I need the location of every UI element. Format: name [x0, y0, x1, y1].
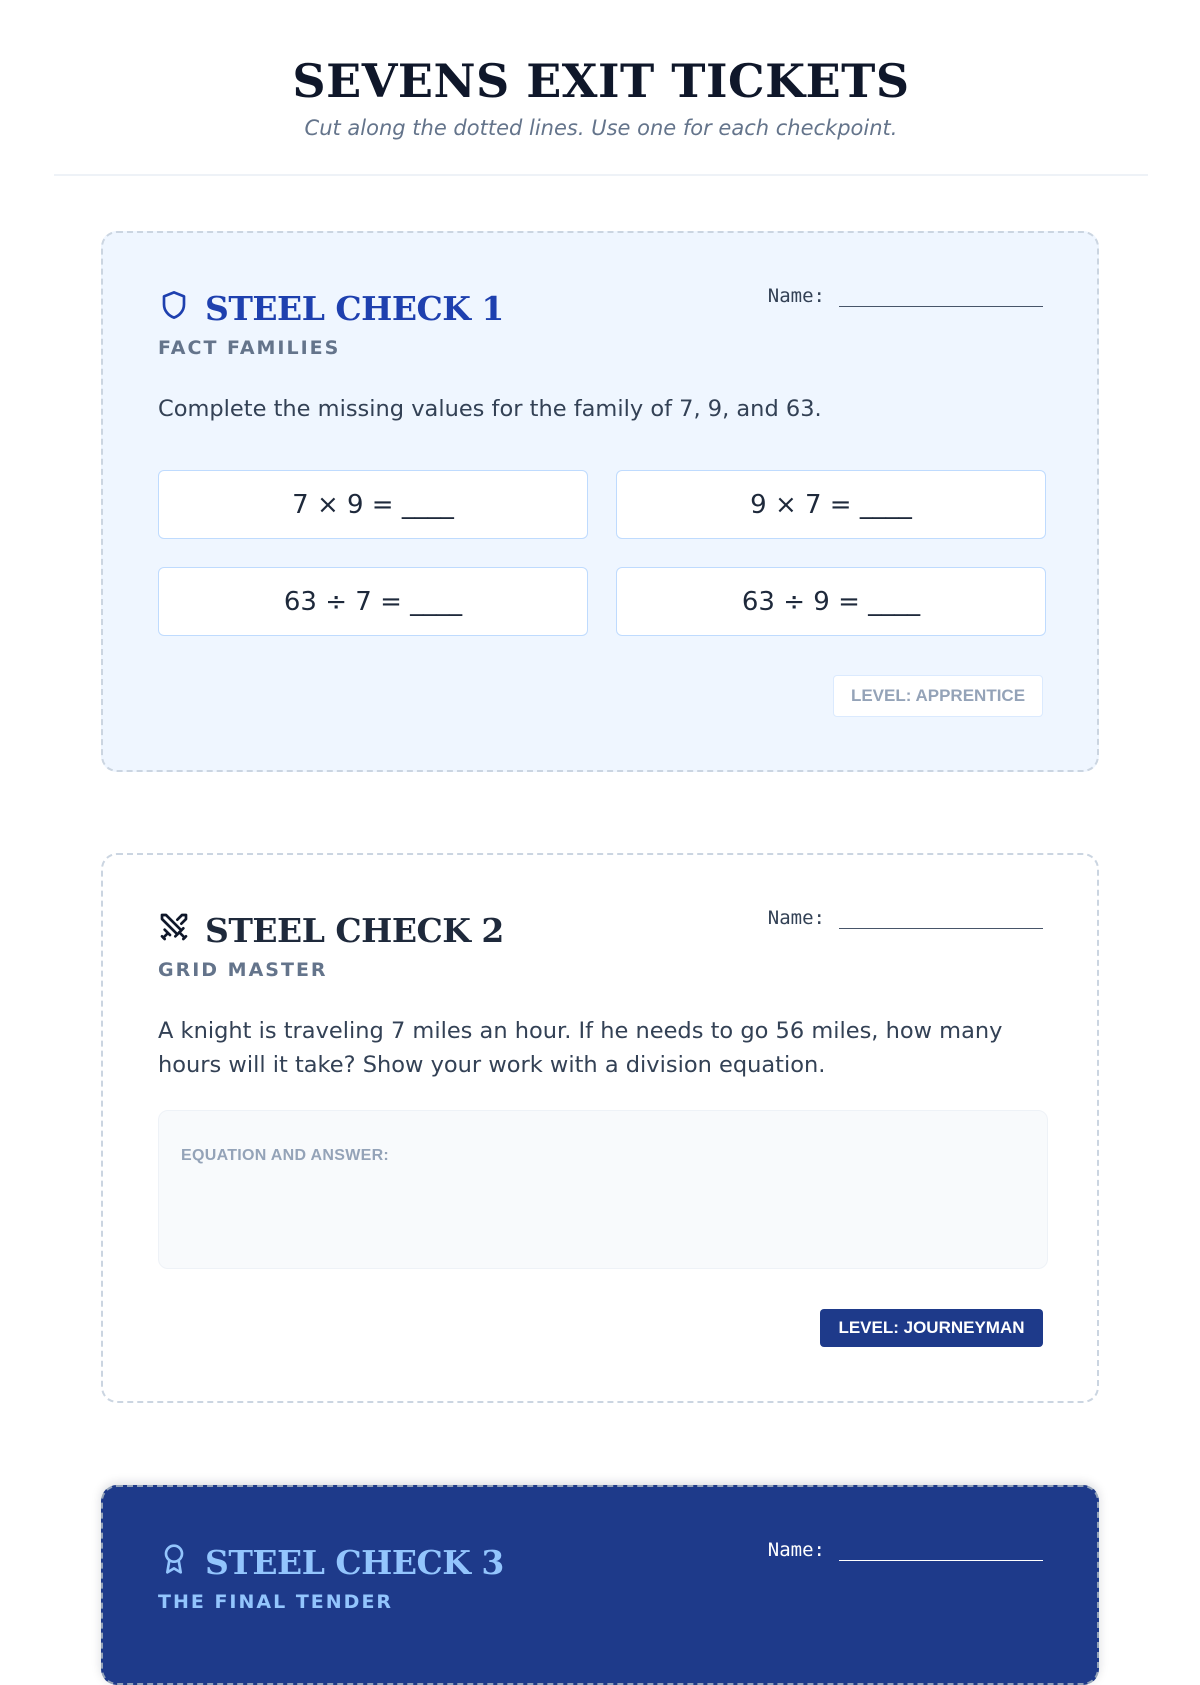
level-badge: LEVEL: JOURNEYMAN — [820, 1309, 1043, 1347]
name-label: Name: — [767, 1539, 825, 1561]
ticket-title: STEEL CHECK 2 — [205, 911, 504, 950]
ticket-title: STEEL CHECK 3 — [205, 1543, 504, 1582]
page-title: SEVENS EXIT TICKETS — [292, 54, 910, 108]
name-label: Name: — [767, 285, 825, 307]
ticket-steel-check-2 — [101, 853, 1099, 1403]
ticket-subtitle: GRID MASTER — [158, 959, 328, 981]
ticket-subtitle: THE FINAL TENDER — [158, 1591, 394, 1613]
name-line[interactable] — [839, 289, 1043, 307]
answer-box[interactable] — [158, 1110, 1048, 1269]
name-line[interactable] — [839, 911, 1043, 929]
page-header — [54, 0, 1148, 176]
name-field[interactable] — [768, 907, 1043, 929]
award-ribbon-icon — [158, 1543, 190, 1575]
ticket-prompt: Complete the missing values for the family of 7, 9, and 63. — [158, 396, 822, 422]
shield-icon — [158, 289, 190, 321]
page-subtitle: Cut along the dotted lines. Use one for each checkpoint. — [304, 116, 898, 140]
ticket-title: STEEL CHECK 1 — [205, 289, 504, 328]
answer-label: EQUATION AND ANSWER: — [181, 1147, 390, 1164]
equation-box[interactable]: 7 × 9 = ____ — [158, 470, 588, 539]
ticket-steel-check-3 — [101, 1485, 1099, 1685]
level-badge: LEVEL: APPRENTICE — [833, 675, 1043, 717]
name-label: Name: — [767, 907, 825, 929]
ticket-steel-check-1 — [101, 231, 1099, 772]
name-field[interactable] — [768, 285, 1043, 307]
ticket-subtitle: FACT FAMILIES — [158, 337, 341, 359]
ticket-prompt: A knight is traveling 7 miles an hour. If he needs to go 56 miles, how many hours will it take? Show your work with a division equation. — [158, 1018, 1003, 1078]
name-field[interactable] — [768, 1539, 1043, 1561]
crossed-swords-icon — [158, 911, 190, 943]
equation-box[interactable]: 63 ÷ 9 = ____ — [616, 567, 1046, 636]
equation-box[interactable]: 63 ÷ 7 = ____ — [158, 567, 588, 636]
name-line[interactable] — [839, 1543, 1043, 1561]
equation-box[interactable]: 9 × 7 = ____ — [616, 470, 1046, 539]
